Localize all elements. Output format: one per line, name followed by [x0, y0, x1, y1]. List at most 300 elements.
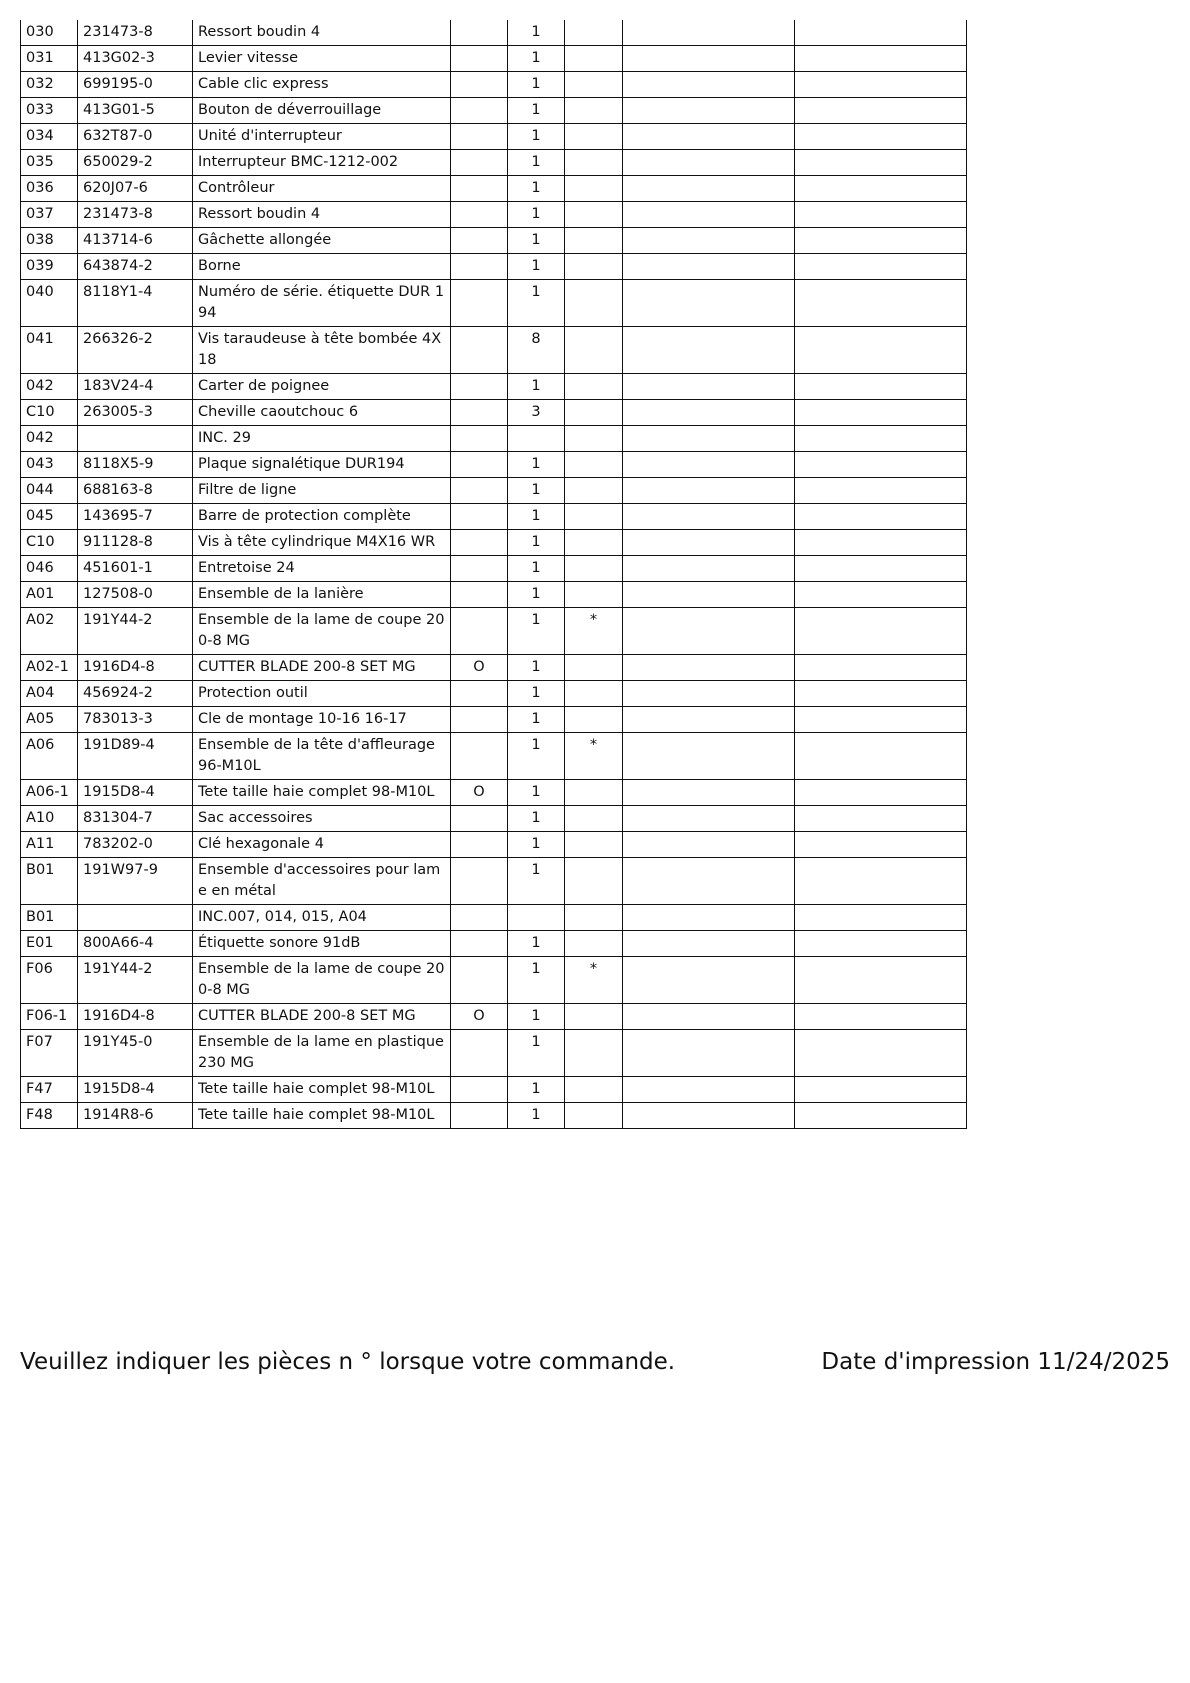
description-cell: Vis taraudeuse à tête bombée 4X 18 — [193, 327, 451, 374]
option-cell — [451, 254, 508, 280]
option-cell — [451, 426, 508, 452]
option-cell — [451, 1030, 508, 1077]
print-date: Date d'impression 11/24/2025 — [821, 1349, 1170, 1375]
blank-cell — [623, 426, 795, 452]
note-mark-cell — [565, 806, 623, 832]
description-cell: Unité d'interrupteur — [193, 124, 451, 150]
part-number-cell — [78, 905, 193, 931]
blank-cell — [795, 46, 967, 72]
item-number-cell: C10 — [21, 400, 78, 426]
quantity-cell: 1 — [508, 681, 565, 707]
table-row — [21, 1030, 967, 1077]
table-row — [21, 858, 967, 905]
quantity-cell: 1 — [508, 556, 565, 582]
option-cell — [451, 582, 508, 608]
description-cell: Ensemble de la lame de coupe 200-8 MG — [193, 608, 451, 655]
option-cell — [451, 957, 508, 1004]
description-cell: Sac accessoires — [193, 806, 451, 832]
description-cell: Ensemble de la lanière — [193, 582, 451, 608]
quantity-cell: 1 — [508, 228, 565, 254]
blank-cell — [623, 150, 795, 176]
item-number-cell: F06 — [21, 957, 78, 1004]
table-row — [21, 655, 967, 681]
description-cell: Ressort boudin 4 — [193, 20, 451, 46]
quantity-cell: 1 — [508, 858, 565, 905]
blank-cell — [795, 202, 967, 228]
blank-cell — [623, 681, 795, 707]
item-number-cell: A10 — [21, 806, 78, 832]
part-number-cell: 8118X5-9 — [78, 452, 193, 478]
option-cell — [451, 931, 508, 957]
item-number-cell: F47 — [21, 1077, 78, 1103]
blank-cell — [795, 1103, 967, 1129]
blank-cell — [623, 280, 795, 327]
blank-cell — [795, 478, 967, 504]
blank-cell — [623, 832, 795, 858]
option-cell — [451, 280, 508, 327]
table-row — [21, 957, 967, 1004]
blank-cell — [623, 1103, 795, 1129]
description-cell: Tete taille haie complet 98-M10L — [193, 780, 451, 806]
option-cell — [451, 202, 508, 228]
quantity-cell: 1 — [508, 806, 565, 832]
item-number-cell: A04 — [21, 681, 78, 707]
option-cell — [451, 556, 508, 582]
blank-cell — [623, 72, 795, 98]
blank-cell — [623, 1030, 795, 1077]
blank-cell — [623, 582, 795, 608]
quantity-cell: 1 — [508, 655, 565, 681]
blank-cell — [795, 681, 967, 707]
note-mark-cell — [565, 327, 623, 374]
description-cell: Plaque signalétique DUR194 — [193, 452, 451, 478]
description-cell: Ensemble de la lame de coupe 200-8 MG — [193, 957, 451, 1004]
table-row — [21, 1004, 967, 1030]
quantity-cell: 1 — [508, 1103, 565, 1129]
option-cell — [451, 124, 508, 150]
blank-cell — [795, 957, 967, 1004]
part-number-cell: 191W97-9 — [78, 858, 193, 905]
option-cell: O — [451, 780, 508, 806]
option-cell — [451, 452, 508, 478]
part-number-cell: 231473-8 — [78, 202, 193, 228]
part-number-cell: 1916D4-8 — [78, 1004, 193, 1030]
table-row — [21, 608, 967, 655]
description-cell: Borne — [193, 254, 451, 280]
blank-cell — [623, 98, 795, 124]
note-mark-cell — [565, 1077, 623, 1103]
blank-cell — [623, 905, 795, 931]
part-number-cell: 266326-2 — [78, 327, 193, 374]
table-row — [21, 202, 967, 228]
part-number-cell: 127508-0 — [78, 582, 193, 608]
note-mark-cell — [565, 504, 623, 530]
quantity-cell: 1 — [508, 374, 565, 400]
note-mark-cell — [565, 124, 623, 150]
option-cell — [451, 608, 508, 655]
blank-cell — [795, 858, 967, 905]
note-mark-cell — [565, 1103, 623, 1129]
description-cell: Ensemble de la tête d'affleurage 96-M10L — [193, 733, 451, 780]
item-number-cell: 034 — [21, 124, 78, 150]
quantity-cell: 1 — [508, 452, 565, 478]
item-number-cell: 033 — [21, 98, 78, 124]
note-mark-cell — [565, 280, 623, 327]
description-cell: Carter de poignee — [193, 374, 451, 400]
table-row — [21, 98, 967, 124]
blank-cell — [795, 280, 967, 327]
item-number-cell: 043 — [21, 452, 78, 478]
note-mark-cell — [565, 655, 623, 681]
blank-cell — [795, 806, 967, 832]
item-number-cell: F07 — [21, 1030, 78, 1077]
quantity-cell — [508, 426, 565, 452]
quantity-cell: 1 — [508, 150, 565, 176]
table-row — [21, 832, 967, 858]
blank-cell — [623, 806, 795, 832]
part-number-cell: 911128-8 — [78, 530, 193, 556]
quantity-cell: 1 — [508, 46, 565, 72]
part-number-cell: 1915D8-4 — [78, 1077, 193, 1103]
part-number-cell: 1915D8-4 — [78, 780, 193, 806]
item-number-cell: F06-1 — [21, 1004, 78, 1030]
table-row — [21, 452, 967, 478]
blank-cell — [623, 46, 795, 72]
table-row — [21, 530, 967, 556]
quantity-cell: 1 — [508, 1030, 565, 1077]
part-number-cell: 413G02-3 — [78, 46, 193, 72]
table-row — [21, 478, 967, 504]
blank-cell — [623, 327, 795, 374]
option-cell: O — [451, 655, 508, 681]
blank-cell — [623, 733, 795, 780]
blank-cell — [795, 733, 967, 780]
option-cell — [451, 374, 508, 400]
blank-cell — [623, 608, 795, 655]
item-number-cell: 040 — [21, 280, 78, 327]
option-cell — [451, 176, 508, 202]
quantity-cell: 1 — [508, 176, 565, 202]
part-number-cell: 191D89-4 — [78, 733, 193, 780]
description-cell: INC. 29 — [193, 426, 451, 452]
part-number-cell: 831304-7 — [78, 806, 193, 832]
item-number-cell: 041 — [21, 327, 78, 374]
blank-cell — [795, 426, 967, 452]
item-number-cell: A11 — [21, 832, 78, 858]
quantity-cell: 3 — [508, 400, 565, 426]
description-cell: Ensemble de la lame en plastique 230 MG — [193, 1030, 451, 1077]
part-number-cell: 1916D4-8 — [78, 655, 193, 681]
table-row — [21, 228, 967, 254]
note-mark-cell — [565, 1004, 623, 1030]
option-cell — [451, 733, 508, 780]
note-mark-cell — [565, 20, 623, 46]
table-row — [21, 46, 967, 72]
note-mark-cell — [565, 98, 623, 124]
part-number-cell: 620J07-6 — [78, 176, 193, 202]
blank-cell — [623, 202, 795, 228]
blank-cell — [795, 504, 967, 530]
note-mark-cell — [565, 707, 623, 733]
note-mark-cell — [565, 228, 623, 254]
item-number-cell: 037 — [21, 202, 78, 228]
description-cell: Tete taille haie complet 98-M10L — [193, 1077, 451, 1103]
note-mark-cell: * — [565, 957, 623, 1004]
part-number-cell: 632T87-0 — [78, 124, 193, 150]
item-number-cell: 035 — [21, 150, 78, 176]
blank-cell — [795, 374, 967, 400]
blank-cell — [623, 254, 795, 280]
note-mark-cell — [565, 556, 623, 582]
table-row — [21, 504, 967, 530]
note-mark-cell — [565, 46, 623, 72]
description-cell: CUTTER BLADE 200-8 SET MG — [193, 1004, 451, 1030]
table-row — [21, 931, 967, 957]
option-cell — [451, 20, 508, 46]
quantity-cell: 1 — [508, 832, 565, 858]
blank-cell — [795, 327, 967, 374]
quantity-cell: 1 — [508, 608, 565, 655]
order-note: Veuillez indiquer les pièces n ° lorsque votre commande. — [20, 1349, 676, 1375]
description-cell: Protection outil — [193, 681, 451, 707]
blank-cell — [795, 608, 967, 655]
parts-table-body — [21, 20, 967, 1129]
table-row — [21, 556, 967, 582]
item-number-cell: A05 — [21, 707, 78, 733]
table-row — [21, 1103, 967, 1129]
option-cell — [451, 905, 508, 931]
table-row — [21, 806, 967, 832]
part-number-cell: 699195-0 — [78, 72, 193, 98]
part-number-cell — [78, 426, 193, 452]
quantity-cell: 1 — [508, 707, 565, 733]
option-cell — [451, 806, 508, 832]
item-number-cell: A01 — [21, 582, 78, 608]
description-cell: Bouton de déverrouillage — [193, 98, 451, 124]
quantity-cell — [508, 905, 565, 931]
note-mark-cell — [565, 150, 623, 176]
table-row — [21, 1077, 967, 1103]
option-cell — [451, 98, 508, 124]
blank-cell — [623, 556, 795, 582]
item-number-cell: E01 — [21, 931, 78, 957]
note-mark-cell — [565, 905, 623, 931]
description-cell: CUTTER BLADE 200-8 SET MG — [193, 655, 451, 681]
table-row — [21, 426, 967, 452]
note-mark-cell — [565, 176, 623, 202]
blank-cell — [795, 176, 967, 202]
table-row — [21, 20, 967, 46]
quantity-cell: 1 — [508, 72, 565, 98]
note-mark-cell — [565, 780, 623, 806]
blank-cell — [623, 400, 795, 426]
item-number-cell: 042 — [21, 426, 78, 452]
note-mark-cell — [565, 202, 623, 228]
quantity-cell: 1 — [508, 582, 565, 608]
part-number-cell: 643874-2 — [78, 254, 193, 280]
part-number-cell: 451601-1 — [78, 556, 193, 582]
blank-cell — [795, 228, 967, 254]
description-cell: Filtre de ligne — [193, 478, 451, 504]
blank-cell — [623, 228, 795, 254]
blank-cell — [795, 72, 967, 98]
blank-cell — [623, 478, 795, 504]
quantity-cell: 1 — [508, 202, 565, 228]
quantity-cell: 1 — [508, 733, 565, 780]
quantity-cell: 1 — [508, 780, 565, 806]
blank-cell — [795, 780, 967, 806]
description-cell: Cheville caoutchouc 6 — [193, 400, 451, 426]
item-number-cell: A02-1 — [21, 655, 78, 681]
description-cell: Vis à tête cylindrique M4X16 WR — [193, 530, 451, 556]
note-mark-cell — [565, 72, 623, 98]
description-cell: Tete taille haie complet 98-M10L — [193, 1103, 451, 1129]
option-cell — [451, 327, 508, 374]
note-mark-cell — [565, 1030, 623, 1077]
part-number-cell: 143695-7 — [78, 504, 193, 530]
blank-cell — [623, 124, 795, 150]
blank-cell — [623, 957, 795, 1004]
note-mark-cell — [565, 931, 623, 957]
quantity-cell: 1 — [508, 957, 565, 1004]
part-number-cell: 183V24-4 — [78, 374, 193, 400]
blank-cell — [795, 931, 967, 957]
quantity-cell: 1 — [508, 931, 565, 957]
note-mark-cell: * — [565, 733, 623, 780]
note-mark-cell — [565, 254, 623, 280]
quantity-cell: 1 — [508, 478, 565, 504]
table-row — [21, 72, 967, 98]
description-cell: INC.007, 014, 015, A04 — [193, 905, 451, 931]
item-number-cell: B01 — [21, 905, 78, 931]
note-mark-cell — [565, 478, 623, 504]
blank-cell — [795, 1004, 967, 1030]
blank-cell — [795, 1030, 967, 1077]
item-number-cell: 044 — [21, 478, 78, 504]
blank-cell — [623, 20, 795, 46]
description-cell: Étiquette sonore 91dB — [193, 931, 451, 957]
option-cell — [451, 858, 508, 905]
blank-cell — [795, 556, 967, 582]
description-cell: Numéro de série. étiquette DUR 194 — [193, 280, 451, 327]
item-number-cell: 032 — [21, 72, 78, 98]
description-cell: Cable clic express — [193, 72, 451, 98]
table-row — [21, 374, 967, 400]
table-row — [21, 707, 967, 733]
quantity-cell: 1 — [508, 20, 565, 46]
blank-cell — [795, 905, 967, 931]
note-mark-cell — [565, 452, 623, 478]
description-cell: Entretoise 24 — [193, 556, 451, 582]
table-row — [21, 150, 967, 176]
part-number-cell: 231473-8 — [78, 20, 193, 46]
blank-cell — [623, 374, 795, 400]
blank-cell — [795, 655, 967, 681]
table-row — [21, 780, 967, 806]
blank-cell — [623, 1077, 795, 1103]
item-number-cell: A06 — [21, 733, 78, 780]
option-cell: O — [451, 1004, 508, 1030]
note-mark-cell — [565, 582, 623, 608]
part-number-cell: 191Y45-0 — [78, 1030, 193, 1077]
quantity-cell: 1 — [508, 1077, 565, 1103]
item-number-cell: 030 — [21, 20, 78, 46]
item-number-cell: A02 — [21, 608, 78, 655]
blank-cell — [623, 176, 795, 202]
table-row — [21, 327, 967, 374]
table-row — [21, 905, 967, 931]
description-cell: Levier vitesse — [193, 46, 451, 72]
item-number-cell: 036 — [21, 176, 78, 202]
part-number-cell: 783202-0 — [78, 832, 193, 858]
quantity-cell: 1 — [508, 254, 565, 280]
parts-table — [20, 20, 967, 1129]
table-row — [21, 124, 967, 150]
description-cell: Barre de protection complète — [193, 504, 451, 530]
part-number-cell: 413714-6 — [78, 228, 193, 254]
option-cell — [451, 228, 508, 254]
blank-cell — [795, 20, 967, 46]
table-row — [21, 582, 967, 608]
item-number-cell: A06-1 — [21, 780, 78, 806]
part-number-cell: 650029-2 — [78, 150, 193, 176]
option-cell — [451, 72, 508, 98]
part-number-cell: 688163-8 — [78, 478, 193, 504]
option-cell — [451, 400, 508, 426]
table-row — [21, 280, 967, 327]
blank-cell — [623, 452, 795, 478]
part-number-cell: 263005-3 — [78, 400, 193, 426]
item-number-cell: 042 — [21, 374, 78, 400]
item-number-cell: B01 — [21, 858, 78, 905]
note-mark-cell — [565, 374, 623, 400]
description-cell: Interrupteur BMC-1212-002 — [193, 150, 451, 176]
option-cell — [451, 1077, 508, 1103]
item-number-cell: 039 — [21, 254, 78, 280]
description-cell: Ressort boudin 4 — [193, 202, 451, 228]
blank-cell — [623, 1004, 795, 1030]
part-number-cell: 191Y44-2 — [78, 608, 193, 655]
item-number-cell: 045 — [21, 504, 78, 530]
option-cell — [451, 46, 508, 72]
blank-cell — [795, 98, 967, 124]
description-cell: Contrôleur — [193, 176, 451, 202]
part-number-cell: 8118Y1-4 — [78, 280, 193, 327]
blank-cell — [795, 832, 967, 858]
blank-cell — [623, 707, 795, 733]
quantity-cell: 1 — [508, 280, 565, 327]
blank-cell — [623, 504, 795, 530]
option-cell — [451, 1103, 508, 1129]
blank-cell — [623, 530, 795, 556]
item-number-cell: 046 — [21, 556, 78, 582]
option-cell — [451, 150, 508, 176]
blank-cell — [623, 858, 795, 905]
option-cell — [451, 530, 508, 556]
note-mark-cell — [565, 530, 623, 556]
quantity-cell: 1 — [508, 504, 565, 530]
description-cell: Ensemble d'accessoires pour lame en métal — [193, 858, 451, 905]
option-cell — [451, 832, 508, 858]
quantity-cell: 1 — [508, 1004, 565, 1030]
blank-cell — [795, 124, 967, 150]
blank-cell — [795, 582, 967, 608]
item-number-cell: 038 — [21, 228, 78, 254]
blank-cell — [795, 452, 967, 478]
note-mark-cell: * — [565, 608, 623, 655]
blank-cell — [623, 931, 795, 957]
blank-cell — [795, 1077, 967, 1103]
